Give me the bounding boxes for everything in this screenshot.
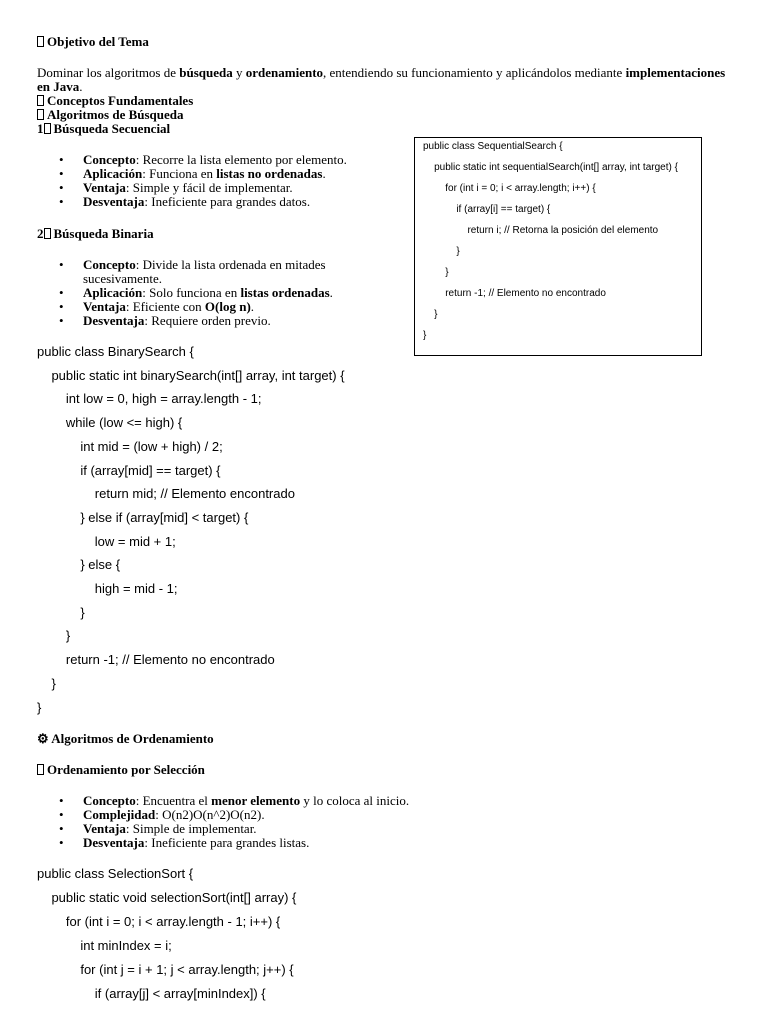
code-line: } (37, 628, 71, 644)
page-title: Objetivo del Tema (37, 35, 149, 49)
code-line: } else { (37, 557, 121, 573)
code-line: for (int i = 0; i < array.length; i++) { (423, 183, 596, 194)
gear-icon: ⚙ (37, 731, 49, 746)
code-line: if (array[mid] == target) { (37, 462, 221, 478)
missing-glyph-icon (37, 109, 44, 120)
heading-conceptos: Conceptos Fundamentales (37, 94, 193, 108)
code-line: } (423, 330, 427, 341)
sequential-search-code-box (414, 137, 702, 356)
list-item: • Desventaja: Ineficiente para grandes datos. (37, 195, 407, 209)
code-line: public class SequentialSearch { (423, 141, 563, 152)
list-item: • Complejidad: O(n2)O(n^2)O(n2). (37, 808, 457, 822)
code-line: public static int sequentialSearch(int[] array, int target) { (423, 162, 678, 173)
code-line: int minIndex = i; (37, 938, 172, 953)
code-line: low = mid + 1; (37, 533, 176, 549)
code-line: return -1; // Elemento no encontrado (37, 652, 275, 668)
missing-glyph-icon (44, 123, 51, 134)
list-item: • Ventaja: Simple y fácil de implementar. (37, 181, 407, 195)
intro-paragraph: Dominar los algoritmos de búsqueda y ordenamiento, entendiendo su funcionamiento y aplicándolos mediante implementaciones en Java. (37, 65, 726, 94)
code-line: if (array[i] == target) { (423, 204, 551, 215)
code-line: } else if (array[mid] < target) { (37, 509, 249, 525)
code-line: return i; // Retorna la posición del elemento (423, 225, 659, 236)
code-line: } (423, 309, 438, 320)
missing-glyph-icon (44, 228, 51, 239)
missing-glyph-icon (37, 36, 44, 47)
code-line: } (423, 246, 460, 257)
code-line: for (int i = 0; i < array.length - 1; i++) { (37, 914, 281, 929)
list-item: • Ventaja: Simple de implementar. (37, 822, 457, 836)
list-item: • Concepto: Encuentra el menor elemento y lo coloca al inicio. (37, 794, 457, 808)
missing-glyph-icon (37, 764, 44, 775)
seleccion-list (37, 794, 457, 850)
code-line: int low = 0, high = array.length - 1; (37, 391, 262, 407)
list-item: • Desventaja: Requiere orden previo. (37, 314, 367, 328)
heading-secuencial: 1 Búsqueda Secuencial (37, 121, 171, 136)
list-item: • Aplicación: Solo funciona en listas ordenadas. (37, 286, 367, 300)
list-item: • Concepto: Divide la lista ordenada en mitades sucesivamente. (37, 258, 367, 286)
code-line: return -1; // Elemento no encontrado (423, 288, 606, 299)
code-line: if (array[j] < array[minIndex]) { (37, 986, 266, 1001)
list-item: • Aplicación: Funciona en listas no ordenadas. (37, 167, 407, 181)
code-line: int mid = (low + high) / 2; (37, 438, 223, 454)
code-line: } (37, 604, 85, 620)
list-item: • Desventaja: Ineficiente para grandes listas. (37, 836, 457, 850)
code-line: } (37, 675, 56, 691)
code-line: public class BinarySearch { (37, 344, 194, 359)
code-line: public static void selectionSort(int[] array) { (37, 890, 297, 905)
code-line: } (423, 267, 449, 278)
code-line: high = mid - 1; (37, 581, 178, 596)
missing-glyph-icon (37, 95, 44, 106)
code-line: } (37, 699, 42, 715)
code-line: for (int j = i + 1; j < array.length; j++) { (37, 962, 294, 977)
code-line: return mid; // Elemento encontrado (37, 486, 295, 502)
code-line: public class SelectionSort { (37, 866, 194, 881)
list-item: • Ventaja: Eficiente con O(log n). (37, 300, 367, 314)
code-line: while (low <= high) { (37, 415, 183, 431)
list-item: • Concepto: Recorre la lista elemento por elemento. (37, 153, 407, 167)
heading-busqueda: Algoritmos de Búsqueda (37, 108, 184, 122)
heading-seleccion: Ordenamiento por Selección (37, 763, 205, 777)
heading-ordenamiento: ⚙ Algoritmos de Ordenamiento (37, 731, 214, 746)
secuencial-list (37, 153, 407, 209)
binaria-list (37, 258, 367, 328)
code-line: public static int binarySearch(int[] array, int target) { (37, 367, 345, 383)
heading-binaria: 2 Búsqueda Binaria (37, 226, 154, 241)
